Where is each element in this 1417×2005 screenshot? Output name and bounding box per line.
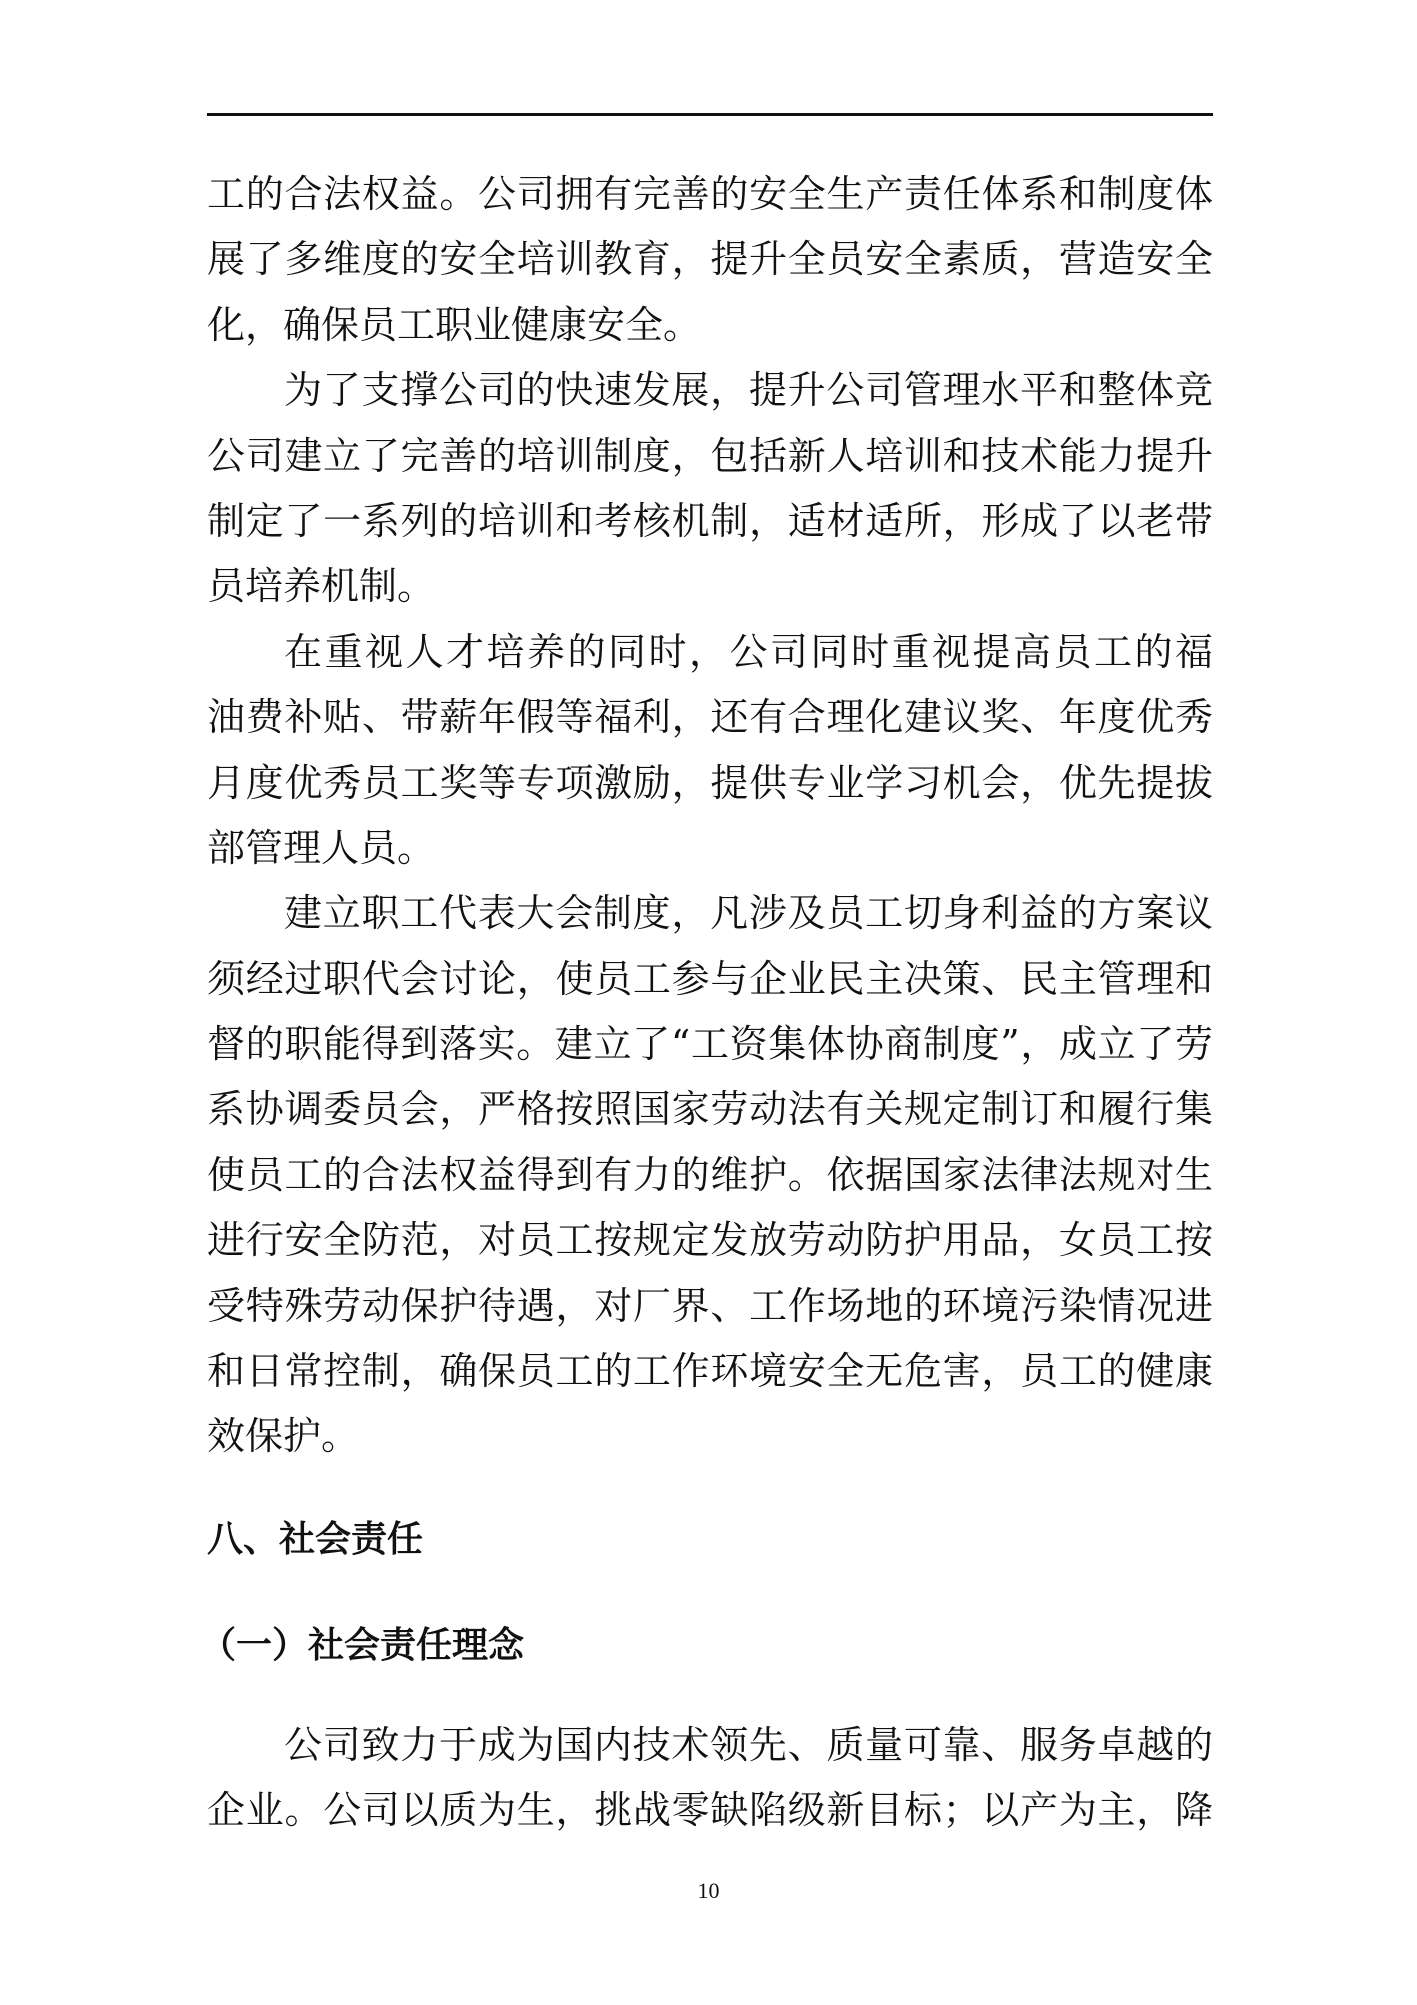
text-line: 油费补贴、带薪年假等福利，还有合理化建议奖、年度优秀	[207, 695, 1213, 740]
section-heading: 八、社会责任	[207, 1519, 424, 1560]
text-line: 系协调委员会，严格按照国家劳动法有关规定制订和履行集	[207, 1087, 1213, 1132]
text-line: 展了多维度的安全培训教育，提升全员安全素质，营造安全	[207, 237, 1213, 282]
text-line: 受特殊劳动保护待遇，对厂界、工作场地的环境污染情况进	[207, 1283, 1213, 1328]
text-line: 效保护。	[207, 1414, 360, 1459]
text-line: 和日常控制，确保员工的工作环境安全无危害，员工的健康	[207, 1349, 1213, 1394]
paragraph	[207, 358, 1213, 620]
text-line: 制定了一系列的培训和考核机制，适材适所，形成了以老带	[207, 498, 1213, 543]
body-text	[207, 162, 1213, 1470]
text-line: 使员工的合法权益得到有力的维护。依据国家法律法规对生	[207, 1152, 1213, 1197]
paragraph	[207, 162, 1213, 358]
paragraph	[207, 1713, 1213, 1844]
text-line: 公司建立了完善的培训制度，包括新人培训和技术能力提升	[207, 433, 1213, 478]
text-line: 进行安全防范，对员工按规定发放劳动防护用品，女员工按	[207, 1218, 1213, 1263]
text-line: 月度优秀员工奖等专项激励，提供专业学习机会，优先提拔	[207, 760, 1213, 805]
paragraph	[207, 881, 1213, 1470]
text-line: 部管理人员。	[207, 825, 436, 870]
text-line: 督的职能得到落实。建立了“工资集体协商制度”，成立了劳	[207, 1022, 1213, 1067]
text-line: 公司致力于成为国内技术领先、质量可靠、服务卓越的	[284, 1723, 1213, 1767]
text-line: 在重视人才培养的同时，公司同时重视提高员工的福	[284, 629, 1213, 674]
text-line: 企业。公司以质为生，挑战零缺陷级新目标；以产为主，降	[207, 1788, 1213, 1833]
body-text-2	[207, 1713, 1213, 1844]
text-line: 须经过职代会讨论，使员工参与企业民主决策、民主管理和	[207, 956, 1213, 1001]
text-line: 员培养机制。	[207, 564, 436, 609]
text-line: 为了支撑公司的快速发展，提升公司管理水平和整体竞	[284, 368, 1213, 413]
text-line: 建立职工代表大会制度，凡涉及员工切身利益的方案议	[284, 891, 1213, 936]
subsection-heading: （一）社会责任理念	[200, 1625, 525, 1666]
header-rule	[207, 113, 1213, 116]
text-line: 工的合法权益。公司拥有完善的安全生产责任体系和制度体	[207, 172, 1213, 216]
paragraph	[207, 620, 1213, 882]
text-line: 化，确保员工职业健康安全。	[207, 302, 702, 347]
page-number: 10	[697, 1878, 720, 1903]
